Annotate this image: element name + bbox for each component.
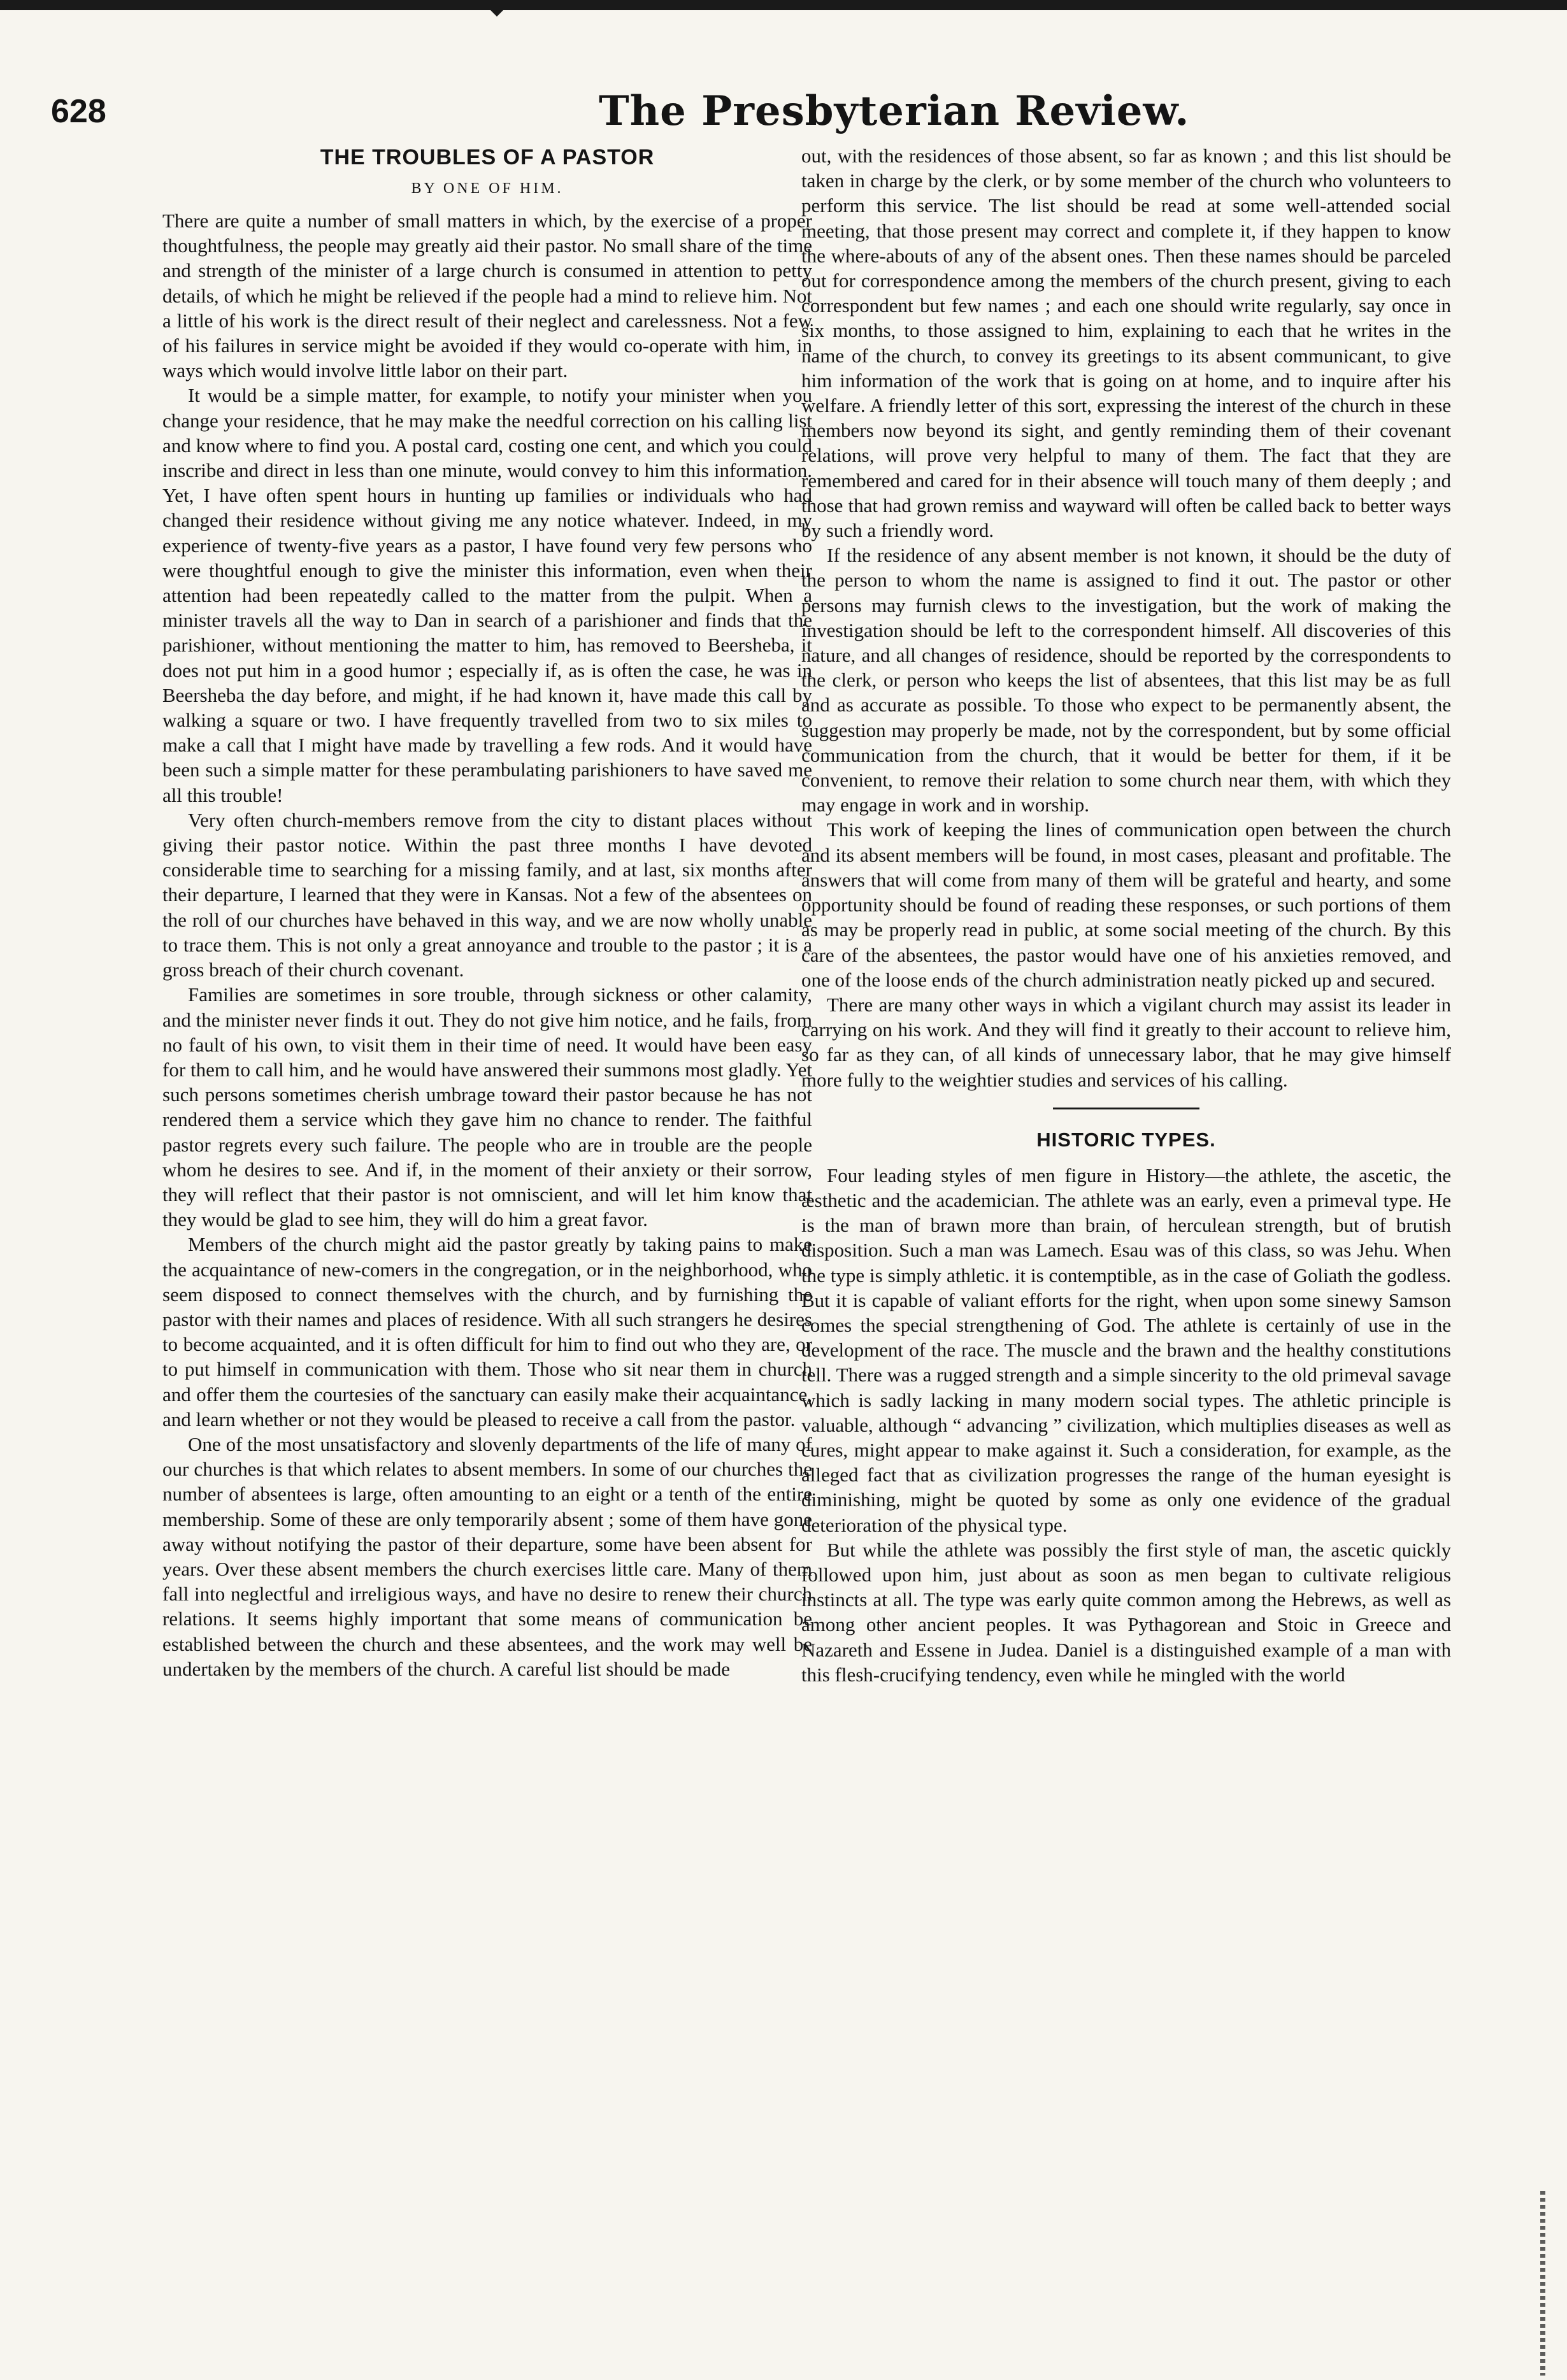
page-number: 628 bbox=[51, 93, 106, 130]
section-title: HISTORIC TYPES. bbox=[1036, 1128, 1216, 1151]
article-paragraph: This work of keeping the lines of communication open between the church and its absent members will be found, in most cases, pleasant and profitable. The answers that will come from many of them will be grateful and hearty, and some opportunity should be found of reading these responses, or such portions of them as may be properly read in public, at some social meeting of the church. By this care of the absentees, the pastor would have one of his anxieties removed, and one of the loose ends of the church administration neatly picked up and secured. bbox=[801, 818, 1451, 991]
top-border-rule bbox=[0, 0, 1567, 10]
journal-title: The Presbyterian Review. bbox=[599, 87, 1190, 135]
article-paragraph: out, with the residences of those absent, so far as known ; and this list should be taken in charge by the clerk, or by some member of the church who volunteers to perform this service. The list should be read at some well-attended social meeting, that those present may correct and complete it, if they happen to know the where-abouts of any of the absent ones. Then these names should be parceled out for correspondence among the members of the church present, giving to each correspondent but few names ; and each one should write regularly, say once in six months, to those assigned to him, explaining to each that he writes in the name of the church, to convey its greetings to its absent communicant, to give him information of the work that is going on at home, and to inquire after his welfare. A friendly letter of this sort, expressing the interest of the church in these members now beyond its sight, and gently reminding them of their covenant relations, will prove very helpful to many of them. The fact that they are remembered and cared for in their absence will touch many of them deeply ; and those that had grown remiss and wayward will often be called back to better ways by such a friendly word. bbox=[801, 145, 1451, 542]
top-rule-notch bbox=[490, 10, 503, 17]
article-paragraph: Very often church-members remove from the city to distant places without giving their pastor notice. Within the past three months I have devoted considerable time to searching for a missing family, and at last, six months after their departure, I learned that they were in Kansas. Not a few of the absentees on the roll of our churches have behaved in this way, and we are now wholly unable to trace them. This is not only a great annoyance and trouble to the pastor ; it is a gross breach of their church covenant. bbox=[162, 808, 812, 981]
left-column bbox=[162, 143, 812, 1681]
article-byline: BY ONE OF HIM. bbox=[411, 180, 564, 197]
article-paragraph: If the residence of any absent member is not known, it should be the duty of the person to whom the name is assigned to find it out. The pastor or other persons may furnish clews to the investigation, but the work of making the investigation should be left to the correspondent himself. All discoveries of this nature, and all changes of residence, should be reported by the correspondents to the clerk, or person who keeps the list of absentees, that this list may be as full and as accurate as possible. To those who expect to be permanently absent, the suggestion may properly be made, not by the correspondent, but by some official communication from the church, that it would be better for them, if it be convenient, to remove their relation to some church near them, with which they may engage in work and in worship. bbox=[801, 544, 1451, 816]
article-paragraph: But while the athlete was possibly the first style of man, the ascetic quickly followed upon him, just about as soon as men began to cultivate religious instincts at all. The type was early quite common among the Hebrews, as well as among other ancient peoples. It was Pythagorean and Stoic in Greece and Nazareth and Essene in Judea. Daniel is a distinguished example of a man with this flesh-crucifying tendency, even while he mingled with the world bbox=[801, 1538, 1451, 1686]
article-paragraph: Members of the church might aid the pastor greatly by taking pains to make the acquaintance of new-comers in the congregation, or in the neighborhood, who seem disposed to connect themselves with the church, and by furnishing the pastor with their names and places of residence. With all such strangers he desires to become acquainted, and it is often difficult for him to find out who they are, or to put himself in communication with them. Those who sit near them in church and offer them the courtesies of the sanctuary can easily make their acquaintance, and learn whether or not they would be pleased to receive a call from the pastor. bbox=[162, 1233, 812, 1430]
article-paragraph: One of the most unsatisfactory and slovenly departments of the life of many of our churches is that which relates to absent members. In some of our churches the number of absentees is large, often amounting to an eight or a tenth of the entire membership. Some of these are only temporarily absent ; some of them have gone away without notifying the pastor of their departure, some have been absent for years. Over these absent members the church exercises little care. Many of them fall into neglectful and irreligious ways, and have no desire to renew their church relations. It seems highly important that some means of communication be established between the church and these absentees, and the work may well be undertaken by the members of the church. A careful list should be made bbox=[162, 1432, 812, 1680]
article-title: THE TROUBLES OF A PASTOR bbox=[320, 145, 655, 169]
article-paragraph: Families are sometimes in sore trouble, through sickness or other calamity, and the minister never finds it out. They do not give him notice, and he fails, from no fault of his own, to visit them in their time of need. It would have been easy for them to call him, and he would have answered their summons most gladly. Yet such persons sometimes cherish umbrage toward their pastor because he has not rendered them a service which they gave him no chance to render. The faithful pastor regrets every such failure. The people who are in trouble are the people whom he desires to see. And if, in the moment of their anxiety or their sorrow, they will reflect that their pastor is not omniscient, and will let him know that they would be glad to see him, they will do him a great favor. bbox=[162, 983, 812, 1231]
article-paragraph: There are many other ways in which a vigilant church may assist its leader in carrying on his work. And they will find it greatly to their account to relieve him, so far as they can, of all kinds of unnecessary labor, that he may give himself more fully to the weightier studies and services of his calling. bbox=[801, 993, 1451, 1091]
article-paragraph: There are quite a number of small matters in which, by the exercise of a proper thoughtfulness, the people may greatly aid their pastor. No small share of the time and strength of the minister of a large church is consumed in attention to petty details, of which he might be relieved if the people had a mind to relieve him. Not a little of his work is the direct result of their neglect and carelessness. Not a few of his failures in service might be avoided if they would co-operate with him, in ways which would involve little labor on their part. bbox=[162, 210, 812, 382]
article-paragraph: It would be a simple matter, for example, to notify your minister when you change your residence, that he may make the needful correction on his calling list and know where to find you. A postal card, costing one cent, and which you could inscribe and direct in less than one minute, would convey to him this information. Yet, I have often spent hours in hunting up families or individuals who had changed their residence without giving me any notice whatever. Indeed, in my experience of twenty-five years as a pastor, I have found very few persons who were thoughtful enough to give the minister this information, even when their attention had been repeatedly called to the matter from the pulpit. When a minister travels all the way to Dan in search of a parishioner and finds that the parishioner, without mentioning the matter to him, has removed to Beersheba, it does not put him in a good humor ; especially if, as is often the case, he was in Beersheba the day before, and might, if he had known it, have made this call by walking a square or two. I have frequently travelled from two to six miles to make a call that I might have made by travelling a few rods. And it would have been such a simple matter for these perambulating parishioners to have saved me all this trouble! bbox=[162, 384, 812, 806]
article-paragraph: Four leading styles of men figure in History—the athlete, the ascetic, the æsthetic and the academician. The athlete was an early, even a primeval type. He is the man of brawn more than brain, of herculean strength, but of brutish disposition. Such a man was Lamech. Esau was of this class, so was Jehu. When the type is simply athletic. it is contemptible, as in the case of Goliath the godless. But it is capable of valiant efforts for the right, when upon some sinewy Samson comes the special strengthening of God. The athlete is certainly of use in the development of the race. The muscle and the brawn and the healthy constitutions tell. There was a rugged strength and a simple sincerity to the old primeval savage which is sadly lacking in many modern social types. The athletic principle is valuable, although “ advancing ” civilization, which multiplies diseases as well as cures, might appear to make against it. Such a consideration, for example, as the alleged fact that as civilization progresses the range of the human eyesight is diminishing, might be quoted by some as only one evidence of the gradual deterioration of the physical type. bbox=[801, 1164, 1451, 1536]
page-header bbox=[51, 83, 1478, 140]
page-edge-mark bbox=[1540, 2191, 1545, 2376]
right-column bbox=[801, 143, 1451, 1687]
section-divider bbox=[1053, 1108, 1199, 1109]
